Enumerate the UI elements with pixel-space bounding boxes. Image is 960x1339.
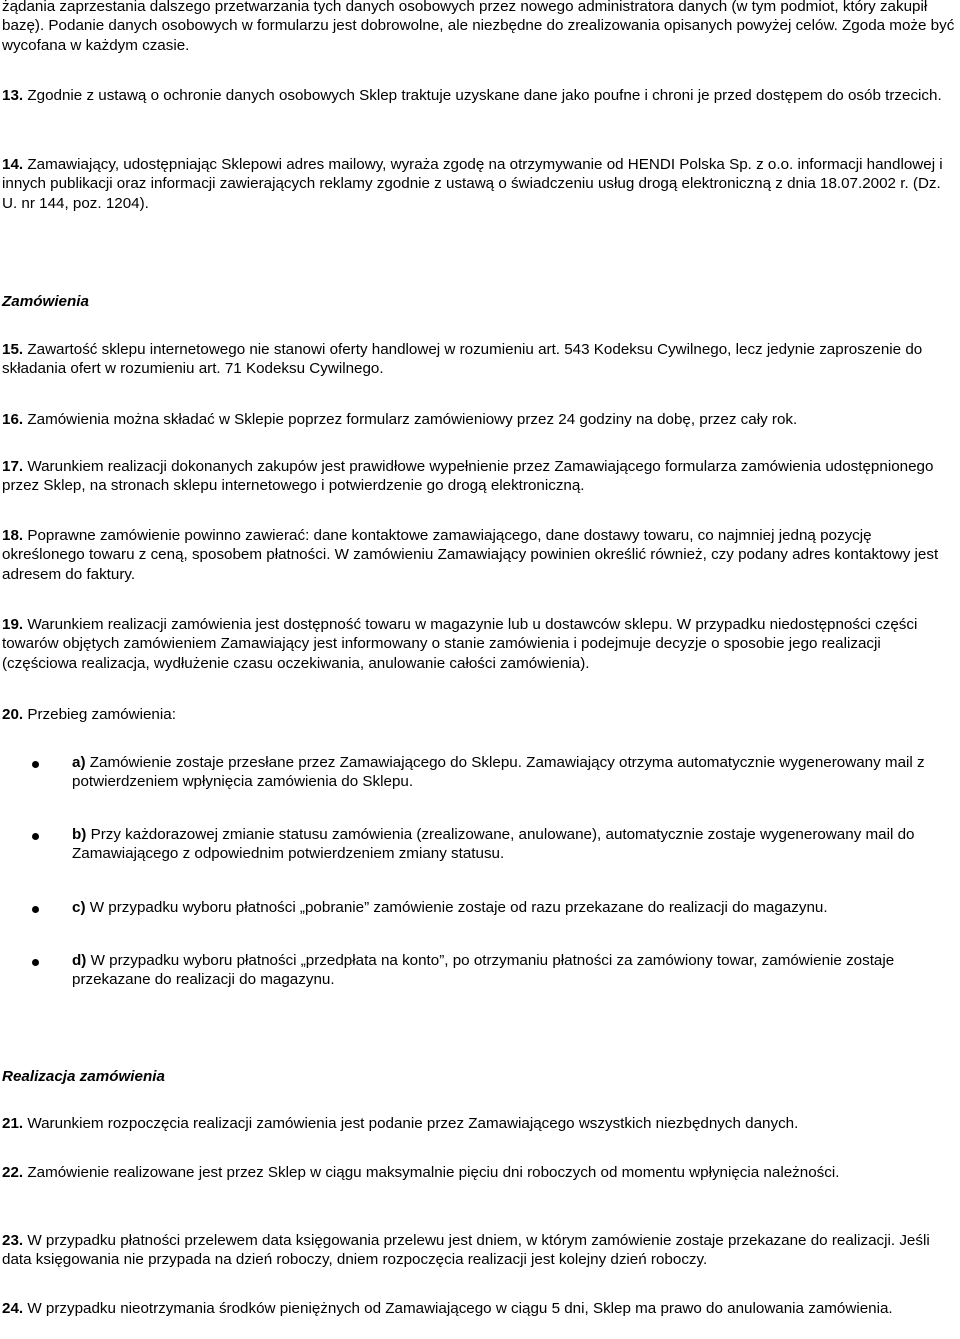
paragraph-number: 18. <box>2 527 24 544</box>
paragraph-number: 23. <box>2 1232 24 1249</box>
paragraph-number: 21. <box>2 1115 24 1132</box>
step-text-block <box>72 951 956 990</box>
section-heading-orders: Zamówienia <box>2 293 89 310</box>
paragraph-text: Zamówienia można składać w Sklepie poprzez formularz zamówieniowy przez 24 godziny na dobę, przez cały rok. <box>23 411 798 428</box>
paragraph-21 <box>2 1114 956 1133</box>
step-text: Zamówienie zostaje przesłane przez Zamawiającego do Sklepu. Zamawiający otrzyma automatycznie wygenerowany mail z potwierdzeniem wpłynięcia zamówienia do Sklepu. <box>72 754 925 791</box>
paragraph-text: Zawartość sklepu internetowego nie stanowi oferty handlowej w rozumieniu art. 543 Kodeksu Cywilnego, lecz jedynie zaproszenie do składania ofert w rozumieniu art. 71 Kodeksu Cywilnego. <box>2 341 923 378</box>
paragraph-text: Warunkiem rozpoczęcia realizacji zamówienia jest podanie przez Zamawiającego wszystkich niezbędnych danych. <box>23 1115 799 1132</box>
paragraph-23 <box>2 1231 956 1270</box>
step-label: c) <box>72 899 86 916</box>
paragraph-text: Warunkiem realizacji zamówienia jest dostępność towaru w magazynie lub u dostawców sklepu. W przypadku niedostępności części towarów objętych zamówieniem Zamawiający jest informowany o stanie zamówienia i podejmuje decyzje o sposobie jego realizacji (częściowa realizacja, wydłużenie czasu oczekiwania, anulowanie całości zamówienia). <box>2 616 918 672</box>
paragraph-22 <box>2 1163 956 1182</box>
paragraph-14 <box>2 155 956 213</box>
step-label: d) <box>72 952 87 969</box>
paragraph-number: 14. <box>2 156 24 173</box>
paragraph-text: Zamówienie realizowane jest przez Sklep w ciągu maksymalnie pięciu dni roboczych od momentu wpłynięcia należności. <box>23 1164 840 1181</box>
paragraph-text: W przypadku płatności przelewem data księgowania przelewu jest dniem, w którym zamówienie zostaje przekazane do realizacji. Jeśli data księgowania nie przypada na dzień roboczy, dniem rozpoczęcia realizacji jest kolejny dzień roboczy. <box>2 1232 930 1269</box>
paragraph-number: 20. <box>2 706 24 723</box>
paragraph-18 <box>2 526 956 584</box>
step-text: W przypadku wyboru płatności „przedpłata na konto”, po otrzymaniu płatności za zamówiony towar, zamówienie zostaje przekazane do realizacji do magazynu. <box>72 952 895 989</box>
step-label: a) <box>72 754 86 771</box>
paragraph-number: 16. <box>2 411 24 428</box>
paragraph-text: Przebieg zamówienia: <box>23 706 176 723</box>
paragraph-text: Poprawne zamówienie powinno zawierać: dane kontaktowe zamawiającego, dane dostawy towaru, co najmniej jedną pozycję określonego towaru z ceną, sposobem płatności. W zamówieniu Zamawiający powinien określić również, czy podany adres kontaktowy jest adresem do faktury. <box>2 527 939 583</box>
paragraph-19 <box>2 615 956 673</box>
paragraph-text: Zamawiający, udostępniając Sklepowi adres mailowy, wyraża zgodę na otrzymywanie od HENDI Polska Sp. z o.o. informacji handlowej i innych publikacji oraz informacji zawierających reklamy zgodnie z ustawą o świadczeniu usług drogą elektroniczną z dnia 18.07.2002 r. (Dz. U. nr 144, poz. 1204). <box>2 156 943 212</box>
paragraph-16 <box>2 410 956 429</box>
paragraph-number: 15. <box>2 341 24 358</box>
paragraph-17 <box>2 457 956 496</box>
section-heading-realization: Realizacja zamówienia <box>2 1068 165 1085</box>
paragraph-number: 24. <box>2 1300 24 1317</box>
paragraph-24 <box>2 1299 956 1318</box>
step-text-block <box>72 753 956 792</box>
step-label: b) <box>72 826 87 843</box>
paragraph-15 <box>2 340 956 379</box>
paragraph-number: 19. <box>2 616 24 633</box>
bullet-icon <box>32 906 39 913</box>
step-text-block <box>72 898 956 917</box>
bullet-icon <box>32 833 39 840</box>
paragraph-text: Warunkiem realizacji dokonanych zakupów jest prawidłowe wypełnienie przez Zamawiającego formularza zamówienia udostępnionego przez Sklep, na stronach sklepu internetowego i potwierdzenie go drogą elektroniczną. <box>2 458 934 495</box>
paragraph-20 <box>2 705 956 724</box>
paragraph-number: 17. <box>2 458 24 475</box>
paragraph-13 <box>2 86 956 105</box>
paragraph-number: 13. <box>2 87 24 104</box>
paragraph-text: Zgodnie z ustawą o ochronie danych osobowych Sklep traktuje uzyskane dane jako poufne i chroni je przed dostępem do osób trzecich. <box>23 87 942 104</box>
intro-text: żądania zaprzestania dalszego przetwarzania tych danych osobowych przez nowego administratora danych (w tym podmiot, który zakupił bazę). Podanie danych osobowych w formularzu jest dobrowolne, ale niezbędne do zrealizowania opisanych powyżej celów. Zgoda może być wycofana w każdym czasie. <box>2 0 955 54</box>
bullet-icon <box>32 761 39 768</box>
paragraph-text: W przypadku nieotrzymania środków pieniężnych od Zamawiającego w ciągu 5 dni, Sklep ma prawo do anulowania zamówienia. <box>23 1300 893 1317</box>
step-text: W przypadku wyboru płatności „pobranie” zamówienie zostaje od razu przekazane do realizacji do magazynu. <box>85 899 828 916</box>
intro-paragraph <box>2 0 956 55</box>
step-text: Przy każdorazowej zmianie statusu zamówienia (zrealizowane, anulowane), automatycznie zostaje wygenerowany mail do Zamawiającego z odpowiednim potwierdzeniem zmiany statusu. <box>72 826 915 863</box>
paragraph-number: 22. <box>2 1164 24 1181</box>
bullet-icon <box>32 959 39 966</box>
step-text-block <box>72 825 956 864</box>
